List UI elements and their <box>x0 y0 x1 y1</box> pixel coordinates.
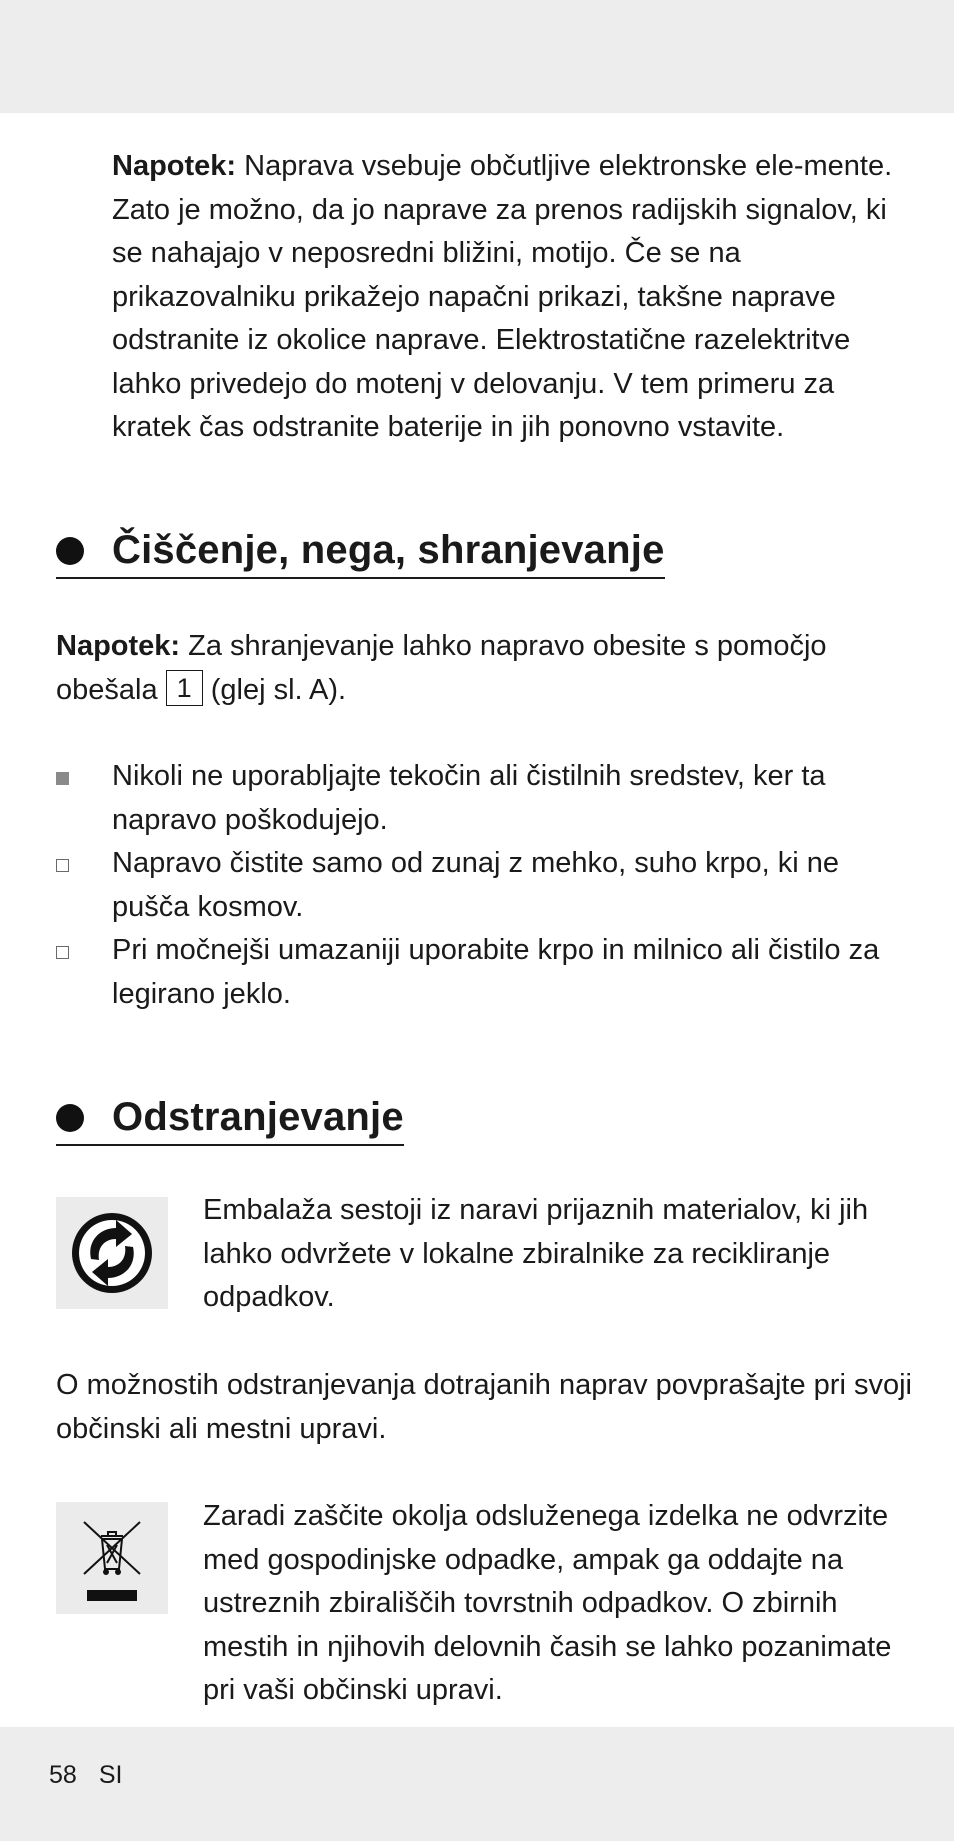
top-band <box>0 0 954 113</box>
crossed-out-bin-icon <box>56 1502 168 1614</box>
notice-text: Naprava vsebuje občutljive elektronske ele-mente. Zato je možno, da jo naprave za prenos radijskih signalov, ki se nahajajo v neposredni bližini, motijo. Če se na prikazovalniku prikažejo napačni prikazi, takšne naprave odstranite iz okolice naprave. Elektrostatične razelektritve lahko privedejo do motenj v delovanju. V tem primeru za kratek čas odstranite baterije in jih ponovno vstavite. <box>112 150 893 443</box>
filled-square-bullet-icon <box>56 772 69 785</box>
section-heading-disposal <box>56 1095 404 1146</box>
figure-ref-box: 1 <box>166 670 203 706</box>
cleaning-note <box>56 625 916 712</box>
recycling-green-dot-icon <box>56 1197 168 1309</box>
list-item <box>56 842 916 929</box>
notice-intro <box>112 145 912 450</box>
municipal-paragraph: O možnostih odstranjevanja dotrajanih naprav povprašajte pri svoji občinski ali mestni upravi. <box>56 1369 912 1445</box>
packaging-paragraph: Embalaža sestoji iz naravi prijaznih materialov, ki jih lahko odvržete v lokalne zbiralnike za recikliranje odpadkov. <box>203 1194 869 1313</box>
page-number: 58 <box>49 1761 77 1789</box>
language-code: SI <box>98 1761 123 1789</box>
cleaning-note-text-1: Za shranjevanje lahko napravo obesite s pomočjo obešala <box>56 630 827 706</box>
cleaning-list <box>56 755 916 1016</box>
heading-cleaning-title: Čiščenje, nega, shranjevanje <box>112 528 665 572</box>
list-item-text: Nikoli ne uporabljajte tekočin ali čistilnih sredstev, ker ta napravo poškodujejo. <box>112 760 826 836</box>
list-item <box>56 755 916 842</box>
heading-bullet-icon <box>56 537 84 565</box>
list-item-text: Napravo čistite samo od zunaj z mehko, suho krpo, ki ne pušča kosmov. <box>112 847 839 923</box>
list-item-text: Pri močnejši umazaniji uporabite krpo in milnico ali čistilo za legirano jeklo. <box>112 934 880 1010</box>
weee-paragraph: Zaradi zaščite okolja odsluženega izdelka ne odvrzite med gospodinjske odpadke, ampak ga oddajte na ustreznih zbirališčih tovrstnih odpadkov. O zbirnih mestih in njihovih delovnih časih se lahko pozanimate pri vaši občinski upravi. <box>203 1500 892 1706</box>
checkbox-bullet-icon <box>56 946 69 959</box>
checkbox-bullet-icon <box>56 859 69 872</box>
page-footer <box>49 1761 144 1790</box>
section-heading-cleaning <box>56 528 665 579</box>
cleaning-note-label: Napotek: <box>56 630 181 662</box>
heading-disposal-title: Odstranjevanje <box>112 1095 404 1139</box>
list-item <box>56 929 916 1016</box>
heading-bullet-icon <box>56 1104 84 1132</box>
cleaning-note-text-2: (glej sl. A). <box>202 673 347 706</box>
notice-label: Napotek: <box>112 150 237 182</box>
